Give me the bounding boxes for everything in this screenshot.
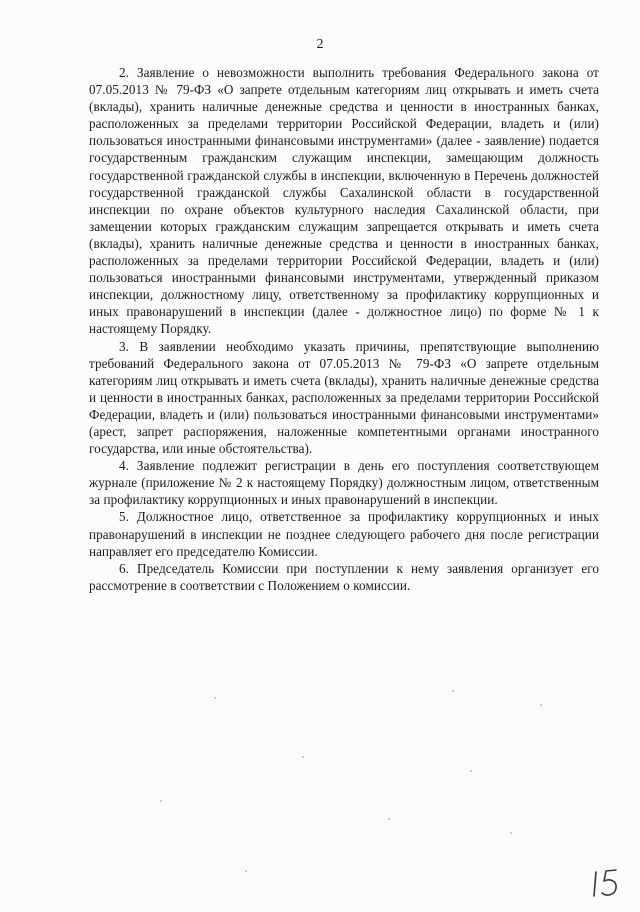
document-body: [89, 64, 599, 594]
handwritten-page-number: [588, 862, 628, 902]
paragraph-3: 3. В заявлении необходимо указать причины, препятствующие выполнению требований Федерального закона от 07.05.2013 № 79-ФЗ «О запрете отдельным категориям лиц открывать и иметь счета (вклады), хранить наличные денежные средства и ценности в иностранных банках, расположенных за пределами территории Российской Федерации, владеть и (или) пользоваться иностранными финансовыми инструментами» (арест, запрет распоряжения, наложенные компетентными органами иностранного государства, или иные обстоятельства).: [89, 338, 599, 457]
paragraph-2: 2. Заявление о невозможности выполнить требования Федерального закона от 07.05.2013 № 79-ФЗ «О запрете отдельным категориям лиц открывать и иметь счета (вклады), хранить наличные денежные средства и ценности в иностранных банках, расположенных за пределами территории Российской Федерации, владеть и (или) пользоваться иностранными финансовыми инструментами» (далее - заявление) подается государственным гражданским служащим инспекции, замещающим должность государственной гражданской службы в инспекции, включенную в Перечень должностей государственной гражданской службы Сахалинской области в государственной инспекции по охране объектов культурного наследия Сахалинской области, при замещении которых гражданским служащим запрещается открывать и иметь счета (вклады), хранить наличные денежные средства и ценности в иностранных банках, расположенных за пределами территории Российской Федерации, владеть и (или) пользоваться иностранными финансовыми инструментами, утвержденный приказом инспекции, должностному лицу, ответственному за профилактику коррупционных и иных правонарушений в инспекции (далее - должностное лицо) по форме № 1 к настоящему Порядку.: [89, 65, 599, 337]
paragraph-6: 6. Председатель Комиссии при поступлении к нему заявления организует его рассмотрение в соответствии с Положением о комиссии.: [89, 560, 599, 593]
paragraph-4: 4. Заявление подлежит регистрации в день его поступления соответствующем журнале (приложение № 2 к настоящему Порядку) должностным лицом, ответственным за профилактику коррупционных и иных правонарушений в инспекции.: [89, 458, 599, 508]
paragraph-5: 5. Должностное лицо, ответственное за профилактику коррупционных и иных правонарушений в инспекции не позднее следующего рабочего дня после регистрации направляет его председателю Комиссии.: [89, 509, 599, 559]
page-number: 2: [316, 37, 324, 52]
